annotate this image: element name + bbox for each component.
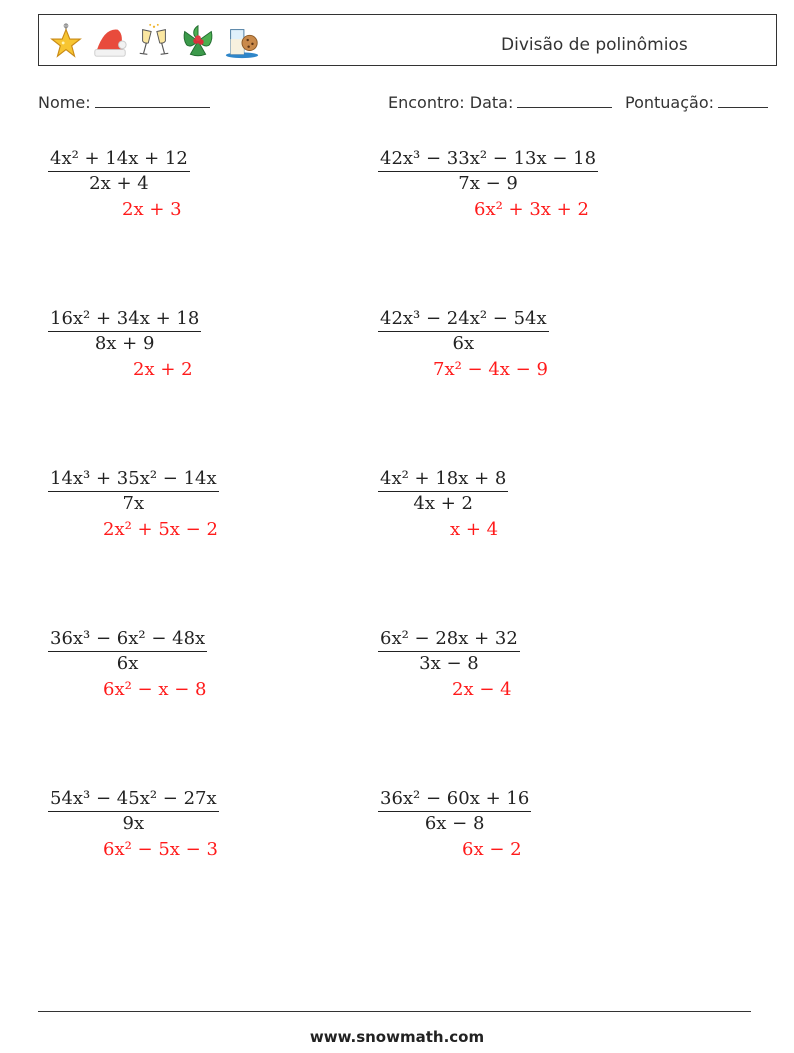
milk-and-cookie-icon bbox=[223, 22, 261, 60]
problem-1-numerator: 4x² + 14x + 12 bbox=[48, 147, 190, 172]
star-ornament-icon bbox=[47, 22, 85, 60]
date-blank[interactable] bbox=[517, 93, 612, 108]
problem-10-denominator: 6x − 8 bbox=[424, 813, 485, 834]
problem-10 bbox=[378, 787, 531, 836]
problem-2-numerator: 42x³ − 33x² − 13x − 18 bbox=[378, 147, 598, 172]
problem-9 bbox=[48, 787, 219, 836]
name-field[interactable] bbox=[38, 93, 210, 112]
page-title: Divisão de polinômios bbox=[501, 35, 688, 55]
problem-1-denominator: 2x + 4 bbox=[89, 173, 149, 194]
problem-4 bbox=[378, 307, 549, 356]
name-blank[interactable] bbox=[95, 93, 210, 108]
meeting-date-label: Encontro: Data: bbox=[388, 93, 514, 112]
problem-2-answer: 6x² + 3x + 2 bbox=[474, 199, 589, 220]
name-label: Nome: bbox=[38, 93, 91, 112]
problem-10-answer: 6x − 2 bbox=[462, 839, 522, 860]
problem-3 bbox=[48, 307, 201, 356]
problem-3-answer: 2x + 2 bbox=[133, 359, 193, 380]
problem-7 bbox=[48, 627, 207, 676]
score-field[interactable] bbox=[625, 93, 768, 112]
problem-2-denominator: 7x − 9 bbox=[458, 173, 518, 194]
problem-9-answer: 6x² − 5x − 3 bbox=[103, 839, 218, 860]
problem-7-denominator: 6x bbox=[116, 653, 139, 674]
problem-6 bbox=[378, 467, 508, 516]
problem-10-numerator: 36x² − 60x + 16 bbox=[378, 787, 531, 812]
problem-4-numerator: 42x³ − 24x² − 54x bbox=[378, 307, 549, 332]
problem-5-numerator: 14x³ + 35x² − 14x bbox=[48, 467, 219, 492]
problem-3-denominator: 8x + 9 bbox=[94, 333, 155, 354]
problem-9-denominator: 9x bbox=[122, 813, 145, 834]
problem-5 bbox=[48, 467, 219, 516]
problem-6-numerator: 4x² + 18x + 8 bbox=[378, 467, 508, 492]
problem-1-answer: 2x + 3 bbox=[122, 199, 182, 220]
problem-8-denominator: 3x − 8 bbox=[419, 653, 479, 674]
problem-5-answer: 2x² + 5x − 2 bbox=[103, 519, 218, 540]
problem-9-numerator: 54x³ − 45x² − 27x bbox=[48, 787, 219, 812]
problem-2 bbox=[378, 147, 598, 196]
problem-1 bbox=[48, 147, 190, 196]
icon-strip bbox=[47, 21, 261, 61]
meeting-date-field[interactable] bbox=[388, 93, 612, 112]
worksheet-header bbox=[38, 14, 777, 66]
problem-7-answer: 6x² − x − 8 bbox=[103, 679, 207, 700]
score-label: Pontuação: bbox=[625, 93, 715, 112]
footer-url[interactable]: www.snowmath.com bbox=[309, 1028, 485, 1046]
footer-divider bbox=[38, 1011, 751, 1012]
problem-8-numerator: 6x² − 28x + 32 bbox=[378, 627, 520, 652]
problem-6-denominator: 4x + 2 bbox=[413, 493, 473, 514]
holly-icon bbox=[179, 22, 217, 60]
problem-8 bbox=[378, 627, 520, 676]
problem-6-answer: x + 4 bbox=[450, 519, 499, 540]
problem-7-numerator: 36x³ − 6x² − 48x bbox=[48, 627, 207, 652]
santa-hat-icon bbox=[91, 22, 129, 60]
problem-8-answer: 2x − 4 bbox=[452, 679, 512, 700]
problem-3-numerator: 16x² + 34x + 18 bbox=[48, 307, 201, 332]
problem-4-answer: 7x² − 4x − 9 bbox=[433, 359, 548, 380]
problem-5-denominator: 7x bbox=[122, 493, 145, 514]
champagne-glasses-icon bbox=[135, 22, 173, 60]
problem-4-denominator: 6x bbox=[452, 333, 475, 354]
score-blank[interactable] bbox=[718, 93, 768, 108]
